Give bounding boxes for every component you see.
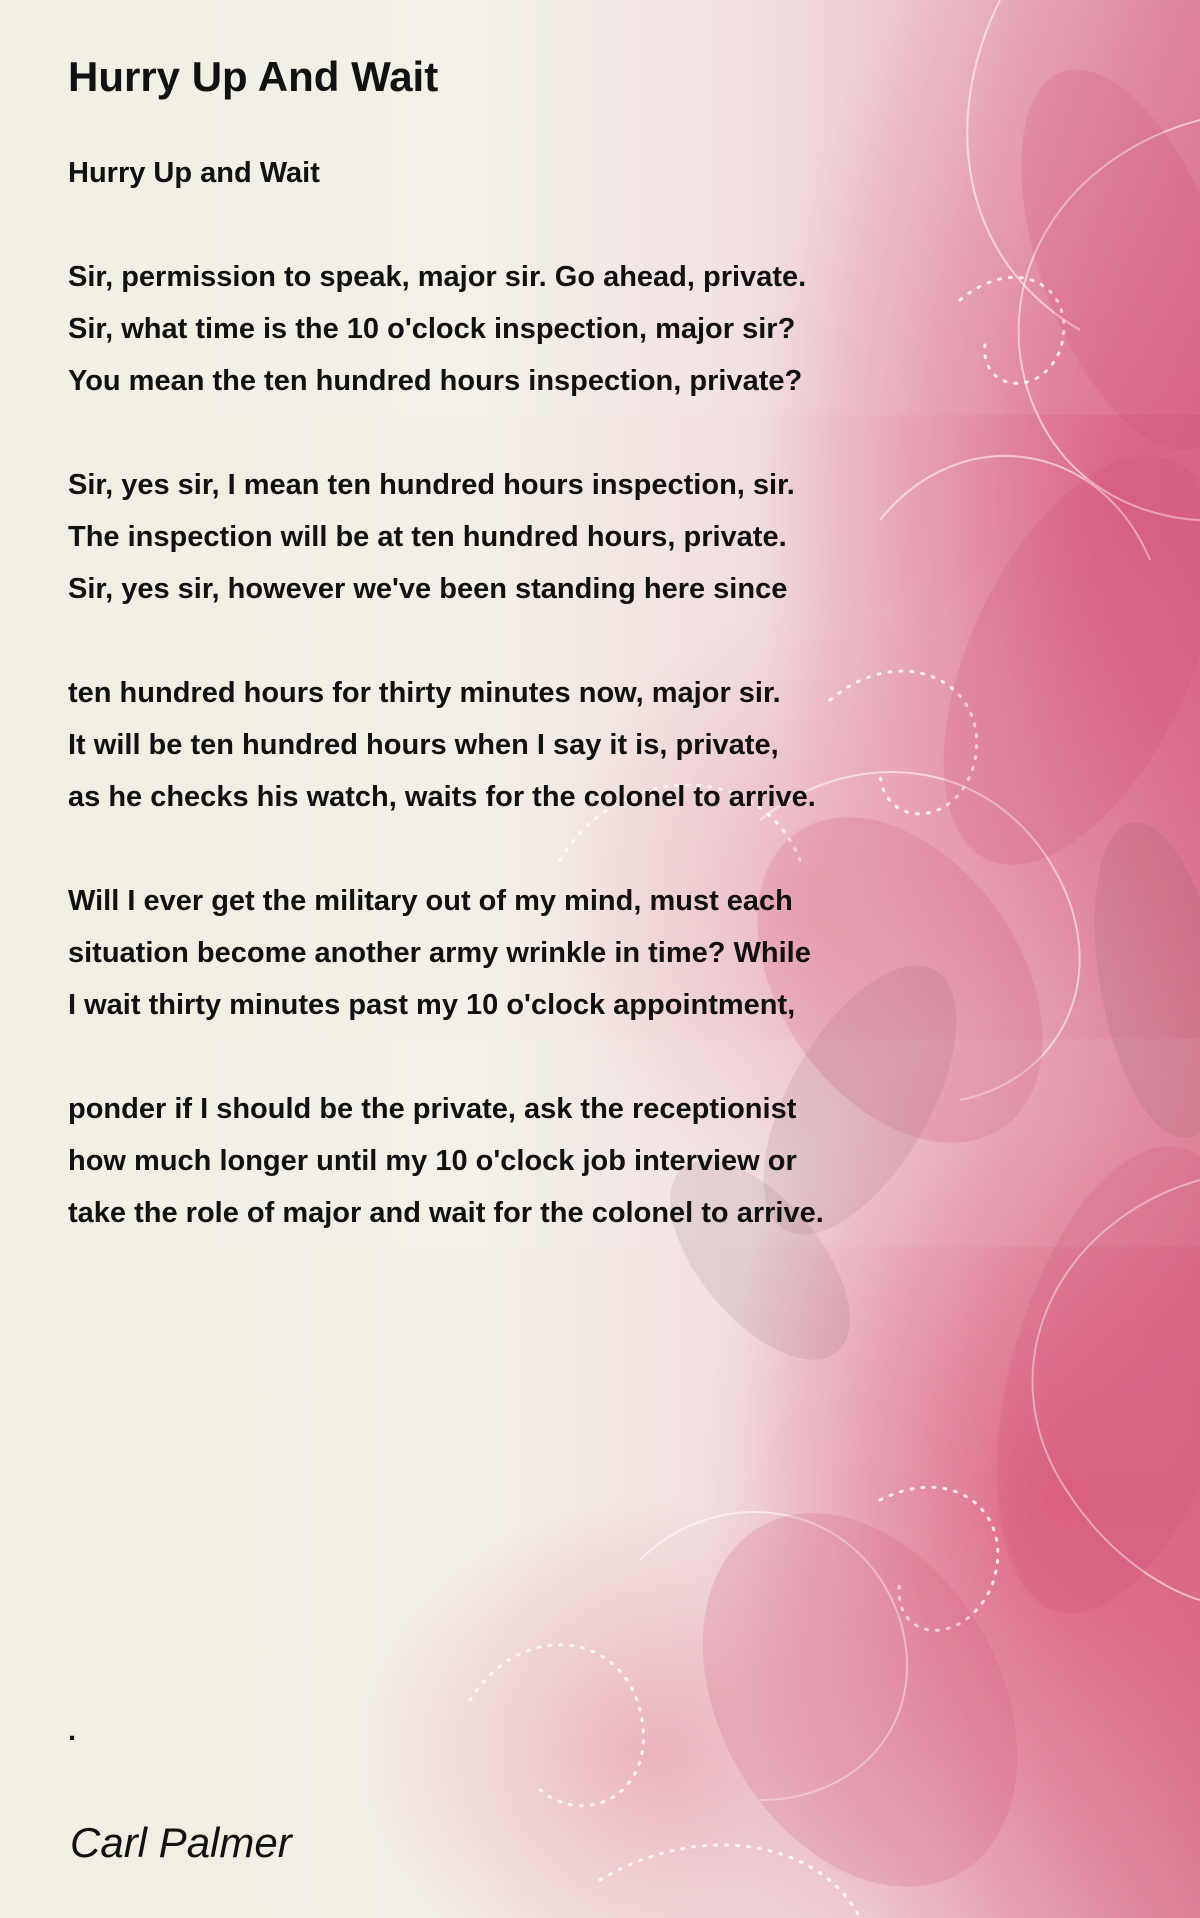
- stanza-break: [68, 407, 1068, 459]
- poem-line: as he checks his watch, waits for the colonel to arrive.: [68, 781, 816, 813]
- poem-line: ten hundred hours for thirty minutes now, major sir.: [68, 677, 781, 709]
- poem-line: Sir, what time is the 10 o'clock inspection, major sir?: [68, 313, 796, 345]
- poem-line: The inspection will be at ten hundred hours, private.: [68, 521, 787, 553]
- poem-line: I wait thirty minutes past my 10 o'clock appointment,: [68, 989, 796, 1021]
- poem-title: Hurry Up And Wait: [68, 53, 439, 100]
- poem-body: [68, 147, 1068, 1239]
- poem-author: Carl Palmer: [70, 1819, 292, 1866]
- poem-line: Sir, yes sir, however we've been standing here since: [68, 573, 788, 605]
- stanza-break: [68, 823, 1068, 875]
- poem-line: It will be ten hundred hours when I say it is, private,: [68, 729, 779, 761]
- poem-line: ponder if I should be the private, ask the receptionist: [68, 1093, 797, 1125]
- stanza-break: [68, 1031, 1068, 1083]
- stanza-break: [68, 615, 1068, 667]
- poem-subtitle: Hurry Up and Wait: [68, 157, 320, 189]
- poem-line: how much longer until my 10 o'clock job interview or: [68, 1145, 797, 1177]
- poem-line: You mean the ten hundred hours inspection, private?: [68, 365, 803, 397]
- stanza-break: [68, 199, 1068, 251]
- poem-line: Will I ever get the military out of my mind, must each: [68, 885, 793, 917]
- poem-line: Sir, yes sir, I mean ten hundred hours inspection, sir.: [68, 469, 795, 501]
- poem-line: situation become another army wrinkle in time? While: [68, 937, 811, 969]
- poem-line: Sir, permission to speak, major sir. Go ahead, private.: [68, 261, 807, 293]
- end-mark: .: [68, 1715, 77, 1747]
- poem-line: take the role of major and wait for the colonel to arrive.: [68, 1197, 824, 1229]
